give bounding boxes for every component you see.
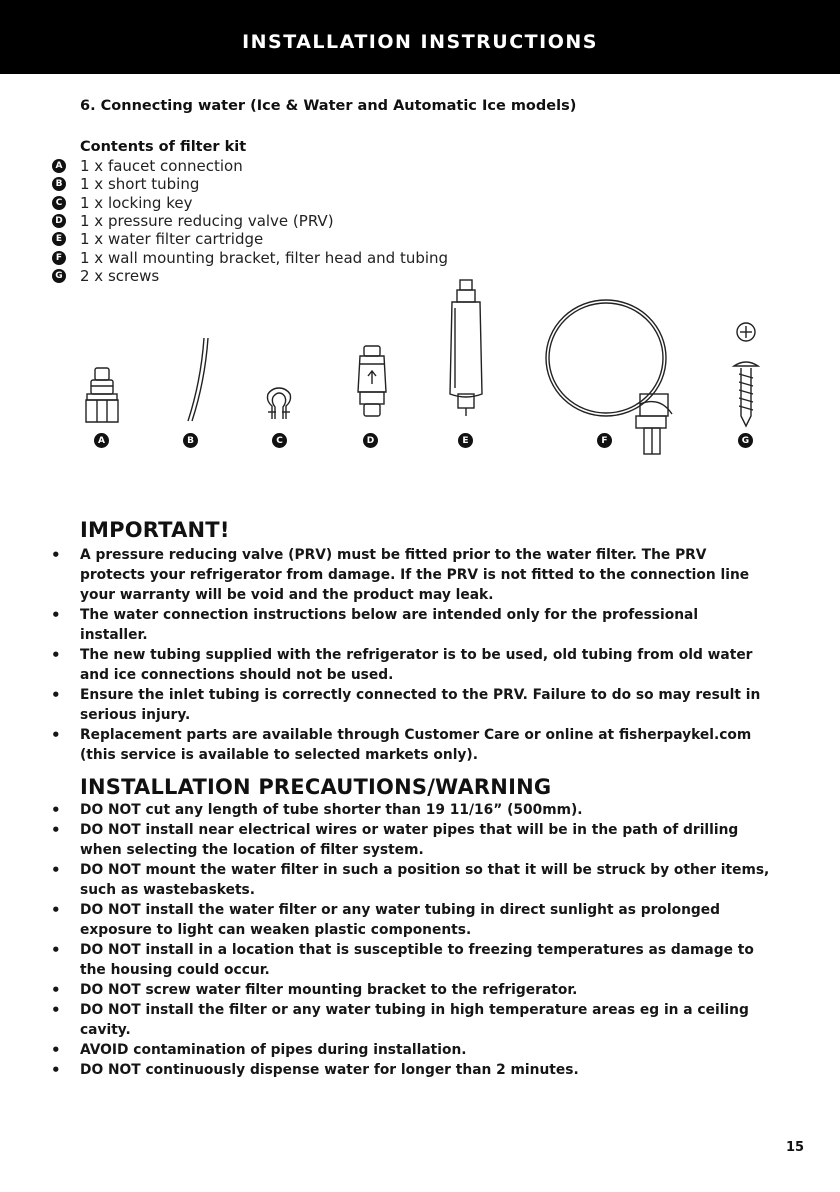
bullet-dot: • [51, 726, 61, 744]
kit-item-text: 1 x faucet connection [80, 157, 243, 176]
precaution-item [50, 980, 770, 1000]
page-header [0, 0, 840, 74]
precaution-item [50, 900, 770, 940]
part-label-f: F [597, 433, 612, 448]
precaution-item-text: DO NOT cut any length of tube shorter than 19 11/16” (500mm). [80, 802, 583, 818]
important-item-text: A pressure reducing valve (PRV) must be fitted prior to the water filter. The PRV protects your refrigerator from damage. If the PRV is not fitted to the connection line your warranty will be void and the product may leak. [80, 547, 750, 603]
parts-drawing [0, 276, 840, 466]
kit-item-b [52, 175, 448, 193]
bullet-dot: • [51, 686, 61, 704]
kit-list [52, 157, 448, 285]
bullet-dot: • [51, 941, 61, 959]
kit-item-text: 1 x short tubing [80, 175, 200, 194]
bullet-dot: • [51, 861, 61, 879]
bullet-dot: • [51, 821, 61, 839]
pressure-reducing-valve-icon [358, 346, 386, 416]
faucet-connection-icon [86, 368, 118, 422]
bullet-dot: • [51, 646, 61, 664]
header-title: INSTALLATION INSTRUCTIONS [242, 31, 598, 53]
wall-bracket-with-tubing-icon [546, 300, 672, 454]
bullet-dot: • [51, 1001, 61, 1019]
important-list [50, 545, 770, 765]
part-label-c: C [272, 433, 287, 448]
section-heading: 6. Connecting water (Ice & Water and Automatic Ice models) [80, 98, 577, 114]
precaution-item [50, 940, 770, 980]
precautions-heading: INSTALLATION PRECAUTIONS/WARNING [80, 775, 552, 799]
kit-item-text: 2 x screws [80, 266, 160, 285]
kit-badge: E [52, 232, 66, 246]
precaution-item [50, 1000, 770, 1040]
important-item-text: Replacement parts are available through Customer Care or online at fisherpaykel.com (this service is available to selected markets only). [80, 727, 752, 763]
important-item [50, 545, 770, 605]
precautions-list [50, 800, 770, 1080]
locking-key-icon [268, 388, 291, 419]
kit-item-a [52, 157, 448, 175]
bullet-dot: • [51, 606, 61, 624]
screw-icon [734, 323, 758, 426]
kit-badge: B [52, 177, 66, 191]
precaution-item [50, 1060, 770, 1080]
kit-item-f [52, 248, 448, 266]
important-item-text: The water connection instructions below are intended only for the professional installer. [80, 607, 699, 643]
important-item [50, 645, 770, 685]
bullet-dot: • [51, 1041, 61, 1059]
precaution-item-text: DO NOT install the water filter or any water tubing in direct sunlight as prolonged exposure to light can weaken plastic components. [80, 902, 721, 938]
water-filter-cartridge-icon [450, 280, 482, 416]
part-label-d: D [363, 433, 378, 448]
precaution-item [50, 1040, 770, 1060]
precaution-item-text: DO NOT screw water filter mounting bracket to the refrigerator. [80, 982, 578, 998]
kit-badge: G [52, 269, 66, 283]
kit-item-e [52, 230, 448, 248]
bullet-dot: • [51, 901, 61, 919]
kit-item-text: 1 x pressure reducing valve (PRV) [80, 212, 334, 231]
precaution-item-text: DO NOT install in a location that is susceptible to freezing temperatures as damage to the housing could occur. [80, 942, 754, 978]
precaution-item-text: DO NOT continuously dispense water for longer than 2 minutes. [80, 1062, 579, 1078]
kit-item-text: 1 x wall mounting bracket, filter head and tubing [80, 248, 449, 267]
precaution-item-text: AVOID contamination of pipes during installation. [80, 1042, 467, 1058]
important-item [50, 725, 770, 765]
kit-title: Contents of filter kit [80, 139, 247, 155]
kit-badge: D [52, 214, 66, 228]
precaution-item-text: DO NOT install the filter or any water tubing in high temperature areas eg in a ceiling cavity. [80, 1002, 749, 1038]
kit-badge: A [52, 159, 66, 173]
kit-item-text: 1 x water filter cartridge [80, 230, 264, 249]
precaution-item-text: DO NOT install near electrical wires or water pipes that will be in the path of drilling when selecting the location of filter system. [80, 822, 739, 858]
kit-item-c [52, 194, 448, 212]
precaution-item [50, 860, 770, 900]
part-label-a: A [94, 433, 109, 448]
short-tubing-icon [188, 338, 208, 421]
important-heading: IMPORTANT! [80, 518, 230, 542]
kit-item-d [52, 212, 448, 230]
important-item-text: Ensure the inlet tubing is correctly connected to the PRV. Failure to do so may result in serious injury. [80, 687, 761, 723]
important-item-text: The new tubing supplied with the refrigerator is to be used, old tubing from old water and ice connections should not be used. [80, 647, 753, 683]
page-number: 15 [786, 1140, 805, 1155]
important-item [50, 605, 770, 645]
kit-badge: C [52, 196, 66, 210]
bullet-dot: • [51, 801, 61, 819]
important-item [50, 685, 770, 725]
part-label-g: G [738, 433, 753, 448]
precaution-item [50, 800, 770, 820]
parts-illustration [0, 276, 840, 466]
precaution-item-text: DO NOT mount the water filter in such a position so that it will be struck by other items, such as wastebaskets. [80, 862, 770, 898]
precaution-item [50, 820, 770, 860]
part-label-b: B [183, 433, 198, 448]
bullet-dot: • [51, 981, 61, 999]
kit-item-text: 1 x locking key [80, 193, 193, 212]
kit-badge: F [52, 251, 66, 265]
bullet-dot: • [51, 1061, 61, 1079]
part-label-e: E [458, 433, 473, 448]
bullet-dot: • [51, 546, 61, 564]
